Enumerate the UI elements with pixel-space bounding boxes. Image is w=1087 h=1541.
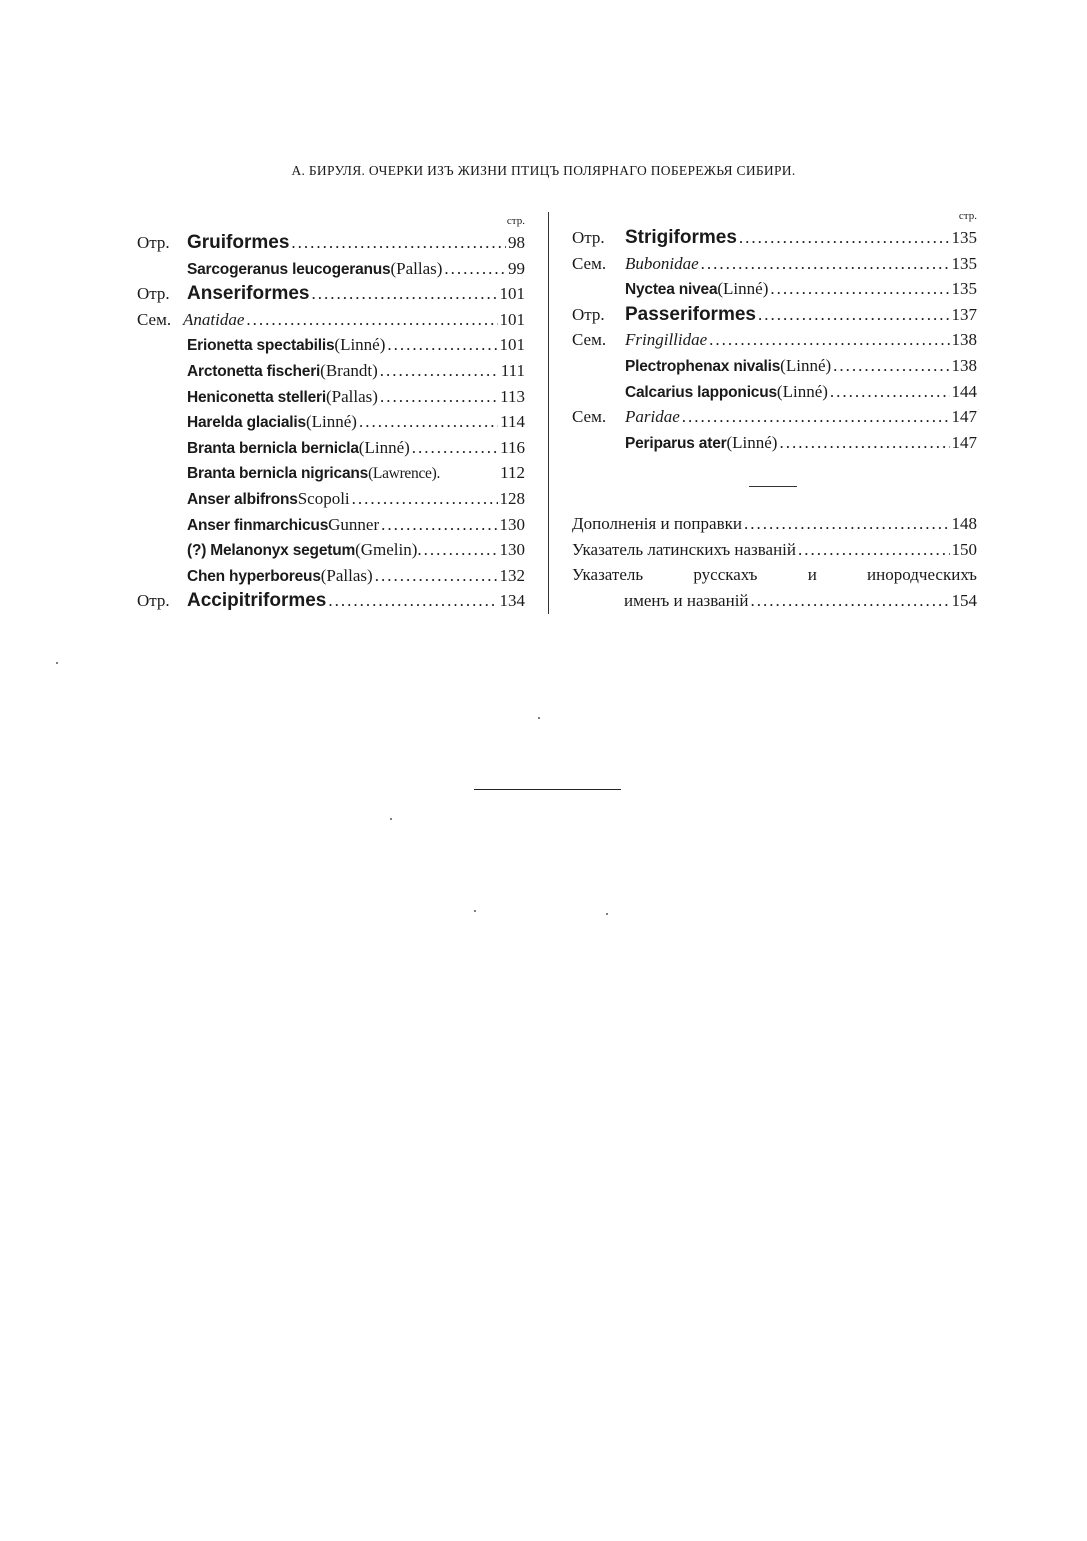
scan-speck xyxy=(56,662,58,664)
toc-left-column xyxy=(137,212,525,614)
page-column-label: стр. xyxy=(958,210,977,222)
leader-dots xyxy=(444,256,506,282)
toc-entry-order xyxy=(572,225,977,251)
species-author: (Linné) xyxy=(717,279,769,299)
page-number: 113 xyxy=(500,386,525,406)
leader-dots xyxy=(381,512,497,538)
toc-entry-order xyxy=(137,588,525,614)
toc-entry-species xyxy=(137,332,525,358)
russian-index-words xyxy=(572,562,977,588)
toc-entry-species xyxy=(137,563,525,589)
leader-dots xyxy=(412,435,498,461)
leader-dots xyxy=(359,409,498,435)
toc-entry-species xyxy=(137,409,525,435)
toc-entry-family xyxy=(572,404,977,430)
species-author: (Pallas) xyxy=(326,386,378,406)
species-author: (Linné) xyxy=(358,437,410,457)
species-name: Anser finmarchicus xyxy=(187,516,329,534)
rank-prefix: Отр. xyxy=(137,591,170,611)
toc-entry-species xyxy=(137,358,525,384)
leader-dots xyxy=(424,537,498,563)
leader-dots xyxy=(709,327,949,353)
leader-dots xyxy=(380,384,498,410)
species-author: Gunner xyxy=(328,514,380,534)
page-number: 135 xyxy=(951,228,977,247)
page-number: 137 xyxy=(951,304,977,324)
column-divider xyxy=(548,212,549,614)
species-author: (Pallas) xyxy=(390,258,443,278)
scan-speck xyxy=(474,910,476,912)
additions-label: Дополненія и поправки xyxy=(572,514,742,533)
page-number: 132 xyxy=(499,565,525,585)
leader-dots xyxy=(328,588,497,614)
rank-prefix: Сем. xyxy=(572,253,607,273)
species-name: Nyctea nivea xyxy=(625,281,718,299)
russian-index-word: Указатель xyxy=(572,565,644,585)
toc-entry-additions xyxy=(572,511,977,537)
scan-speck xyxy=(606,913,608,915)
toc-right-column xyxy=(572,207,977,455)
leader-dots xyxy=(758,302,950,328)
species-name: Harelda glacialis xyxy=(187,414,306,432)
species-name: (?) Melanonyx segetum xyxy=(187,542,356,560)
family-name: Fringillidae xyxy=(625,330,708,350)
russian-index-word: инородческихъ xyxy=(867,565,977,585)
leader-dots xyxy=(291,230,506,256)
leader-dots xyxy=(312,281,498,307)
toc-entry-species xyxy=(137,537,525,563)
page-number: 116 xyxy=(500,437,525,457)
toc-entry-species xyxy=(572,430,977,456)
page-number: 111 xyxy=(500,360,525,380)
page-number: 147 xyxy=(951,432,977,452)
leader-dots xyxy=(682,404,950,430)
toc-entry-species xyxy=(137,486,525,512)
toc-appendix-entries xyxy=(572,511,977,613)
order-name: Gruiformes xyxy=(187,232,290,253)
species-author: (Linné) xyxy=(776,381,828,401)
end-rule xyxy=(474,789,621,790)
leader-dots xyxy=(779,430,949,456)
species-author: (Brandt) xyxy=(320,360,378,380)
leader-dots xyxy=(830,379,950,405)
toc-entry-species xyxy=(137,384,525,410)
page-number: 148 xyxy=(951,514,977,533)
order-name: Accipitriformes xyxy=(187,590,327,612)
toc-entry-russian-index-line1 xyxy=(572,562,977,588)
leader-dots xyxy=(387,332,497,358)
leader-dots xyxy=(770,276,949,302)
toc-entry-order xyxy=(572,302,977,328)
species-author: (Lawrence). xyxy=(368,465,441,483)
species-name: Calcarius lapponicus xyxy=(625,383,777,401)
order-name: Strigiformes xyxy=(625,227,737,248)
rank-prefix: Сем. xyxy=(137,309,172,329)
toc-entry-order xyxy=(137,230,525,256)
toc-entry-latin-index xyxy=(572,537,977,563)
page-number: 135 xyxy=(951,279,977,299)
page-number: 130 xyxy=(499,540,525,560)
toc-entry-species xyxy=(137,512,525,538)
page-number: 130 xyxy=(499,514,525,534)
russian-index-word: и xyxy=(807,565,817,585)
species-author: (Linné) xyxy=(780,355,832,375)
species-author: (Linné) xyxy=(305,412,357,432)
toc-entry-species xyxy=(137,256,525,282)
page-number: 101 xyxy=(499,309,525,329)
page-number: 112 xyxy=(500,463,525,483)
leader-dots xyxy=(739,225,950,251)
species-name: Branta bernicla bernicla xyxy=(187,439,359,457)
page-column-label: стр. xyxy=(506,215,525,227)
species-name: Erionetta spectabilis xyxy=(187,337,335,355)
scan-speck xyxy=(390,818,392,820)
order-name: Passeriformes xyxy=(625,303,756,325)
russian-index-word: русскахъ xyxy=(693,565,758,585)
species-name: Chen hyperboreus xyxy=(187,567,321,585)
species-author: (Linné) xyxy=(334,335,386,355)
leader-dots xyxy=(744,511,950,537)
leader-dots xyxy=(352,486,498,512)
toc-entry-family xyxy=(137,307,525,333)
rank-prefix: Сем. xyxy=(572,330,607,350)
order-name: Anseriformes xyxy=(187,283,310,305)
scan-speck xyxy=(538,717,540,719)
toc-entry-species xyxy=(572,353,977,379)
leader-dots xyxy=(798,537,949,563)
page-number: 128 xyxy=(499,488,525,508)
species-name: Branta bernicla nigricans xyxy=(187,465,369,483)
species-name: Heniconetta stelleri xyxy=(187,388,326,406)
species-author: (Linné) xyxy=(726,432,778,452)
toc-entry-species xyxy=(572,276,977,302)
toc-entry-species xyxy=(137,435,525,461)
leader-dots xyxy=(833,353,949,379)
rank-prefix: Отр. xyxy=(137,233,170,252)
page-number: 98 xyxy=(508,233,525,252)
family-name: Anatidae xyxy=(183,309,245,329)
toc-entry-order xyxy=(137,281,525,307)
latin-index-label: Указатель латинскихъ названій xyxy=(572,539,797,559)
toc-entry-species xyxy=(572,379,977,405)
toc-entry-russian-index-line2 xyxy=(572,588,977,614)
leader-dots xyxy=(751,588,950,614)
leader-dots xyxy=(380,358,499,384)
page-number: 144 xyxy=(951,381,977,401)
page-number: 114 xyxy=(500,412,525,432)
species-name: Periparus ater xyxy=(625,434,727,452)
species-name: Plectrophenax nivalis xyxy=(625,357,781,375)
page-number: 150 xyxy=(951,539,977,559)
section-rule xyxy=(749,486,797,487)
species-author: Scopoli xyxy=(297,488,350,508)
page-number: 138 xyxy=(951,355,977,375)
species-author: (Pallas) xyxy=(320,565,373,585)
page-number: 138 xyxy=(951,330,977,350)
species-name: Sarcogeranus leucogeranus xyxy=(187,260,391,278)
russian-index-line2: именъ и названій xyxy=(624,590,749,610)
species-name: Anser albifrons xyxy=(187,490,298,508)
rank-prefix: Отр. xyxy=(137,284,170,304)
running-header: А. БИРУЛЯ. ОЧЕРКИ ИЗЪ ЖИЗНИ ПТИЦЪ ПОЛЯРНАГО ПОБЕРЕЖЬЯ СИБИРИ. xyxy=(291,163,796,178)
leader-dots xyxy=(701,251,950,277)
species-author: (Gmelin). xyxy=(355,540,422,560)
family-name: Paridae xyxy=(625,407,680,427)
leader-dots xyxy=(375,563,498,589)
page-number: 134 xyxy=(499,591,525,611)
species-name: Arctonetta fischeri xyxy=(187,362,321,380)
toc-entry-species xyxy=(137,460,525,486)
toc-entry-family xyxy=(572,327,977,353)
page-number: 147 xyxy=(951,407,977,427)
page-number: 101 xyxy=(499,335,525,355)
page-number: 99 xyxy=(508,258,525,278)
rank-prefix: Отр. xyxy=(572,228,605,247)
rank-prefix: Сем. xyxy=(572,407,607,427)
family-name: Bubonidae xyxy=(625,253,699,273)
rank-prefix: Отр. xyxy=(572,304,605,324)
page-number: 101 xyxy=(499,284,525,304)
page-number: 154 xyxy=(951,590,977,610)
toc-entry-family xyxy=(572,251,977,277)
leader-dots xyxy=(246,307,497,333)
page-number: 135 xyxy=(951,253,977,273)
